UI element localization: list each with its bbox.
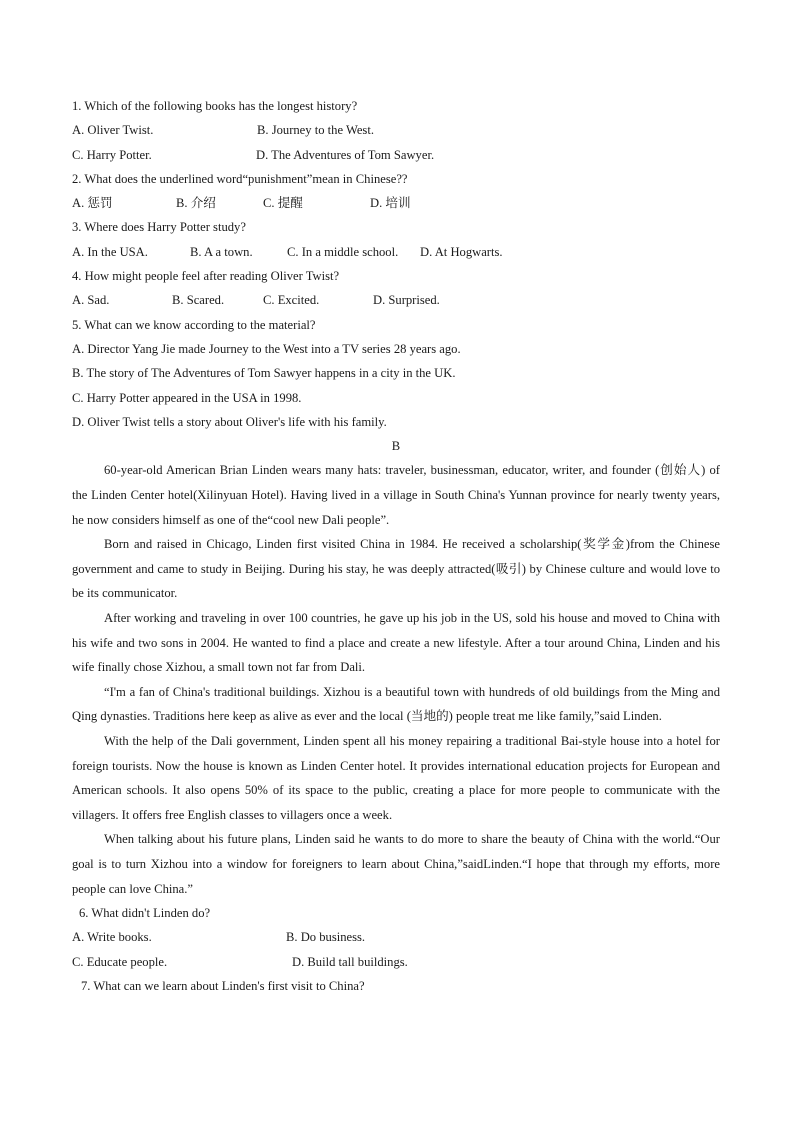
option: B. Journey to the West. <box>257 123 374 138</box>
passage-paragraph: With the help of the Dali government, Linden spent all his money repairing a traditional Bai-style house into a hotel for foreign tourists. Now the house is known as Linden Center hotel. It provides international education projects for European and American schools. It also opens 50% of its space to the public, creating a place for more people to communicate with the villagers. It offers free English classes to villagers once a week. <box>72 733 720 822</box>
option: C. Educate people. <box>72 954 168 969</box>
passage-paragraph: 60-year-old American Brian Linden wears many hats: traveler, businessman, educator, writer, and founder (创始人) of the Linden Center hotel(Xilinyuan Hotel). Having lived in a village in South China's Yunnan province for nearly twenty years, he now considers himself as one of the“cool new Dali people”. <box>72 463 720 527</box>
option: D. At Hogwarts. <box>420 244 503 259</box>
option: C. Harry Potter appeared in the USA in 1998. <box>72 390 302 405</box>
options-row <box>72 240 720 264</box>
option: C. 提醒 <box>263 196 303 211</box>
options-row <box>72 925 720 949</box>
option: D. Build tall buildings. <box>292 954 408 969</box>
option: B. Scared. <box>172 293 225 308</box>
option: A. In the USA. <box>72 244 148 259</box>
question-stem: 4. How might people feel after reading Oliver Twist? <box>72 269 340 284</box>
options-row <box>72 288 720 312</box>
question-stem: 3. Where does Harry Potter study? <box>72 220 246 235</box>
option: B. Do business. <box>286 930 366 945</box>
option: A. Oliver Twist. <box>72 123 154 138</box>
options-row <box>72 191 720 215</box>
passage-paragraph: After working and traveling in over 100 countries, he gave up his job in the US, sold his house and moved to China with his wife and two sons in 2004. He wanted to find a place and create a new lifestyle. After a tour around China, Linden and his wife finally chose Xizhou, a small town not far from Dali. <box>72 611 720 675</box>
question-stem: 2. What does the underlined word“punishment”mean in Chinese?? <box>72 171 408 186</box>
options-row <box>72 118 720 142</box>
option: D. The Adventures of Tom Sawyer. <box>256 147 435 162</box>
option: D. 培训 <box>370 196 411 211</box>
question-stem: 7. What can we learn about Linden's first visit to China? <box>81 979 365 994</box>
option: A. Director Yang Jie made Journey to the West into a TV series 28 years ago. <box>72 341 461 356</box>
options-row <box>72 143 720 167</box>
options-row <box>72 950 720 974</box>
option: C. Excited. <box>263 293 320 308</box>
question-stem: 6. What didn't Linden do? <box>79 906 211 921</box>
option: A. 惩罚 <box>72 196 113 211</box>
passage-paragraph: When talking about his future plans, Linden said he wants to do more to share the beauty of China with the world.“Our goal is to turn Xizhou into a window for foreigners to learn about China,”saidLinden.“I hope that through my efforts, more people can love China.” <box>72 832 720 896</box>
option: D. Oliver Twist tells a story about Oliver's life with his family. <box>72 414 387 429</box>
section-heading: B <box>391 439 401 454</box>
question-stem: 1. Which of the following books has the longest history? <box>72 99 358 113</box>
option: C. In a middle school. <box>287 244 399 259</box>
document-content <box>72 94 720 998</box>
option: C. Harry Potter. <box>72 147 152 162</box>
passage-paragraph: Born and raised in Chicago, Linden first visited China in 1984. He received a scholarship(奖学金)from the Chinese government and came to study in Beijing. During his stay, he was deeply attracted(吸引) by Chinese culture and would love to be its communicator. <box>72 537 720 601</box>
option: A. Write books. <box>72 930 152 945</box>
option: B. The story of The Adventures of Tom Sawyer happens in a city in the UK. <box>72 366 456 381</box>
passage-paragraph: “I'm a fan of China's traditional buildings. Xizhou is a beautiful town with hundreds of old buildings from the Ming and Qing dynasties. Traditions here keep as alive as ever and the local (当地的) people treat me like family,”said Linden. <box>72 684 720 724</box>
option: B. 介绍 <box>176 196 216 211</box>
option: A. Sad. <box>72 293 110 308</box>
option: B. A a town. <box>190 244 253 259</box>
option: D. Surprised. <box>373 293 440 308</box>
question-stem: 5. What can we know according to the material? <box>72 317 316 332</box>
